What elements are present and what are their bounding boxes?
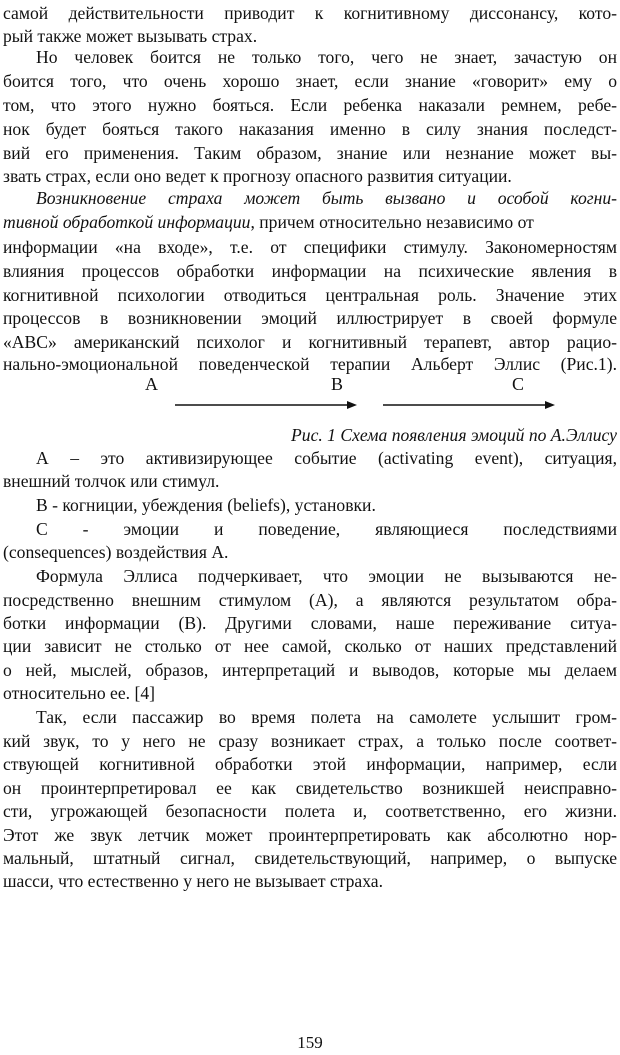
text-line: мальный, штатный сигнал, свидетельствующий, например, о выпуске — [3, 848, 617, 868]
text-line: ботки информации (В). Другими словами, наше переживание ситуа- — [3, 613, 617, 633]
text-line: (consequences) воздействия А. — [3, 542, 229, 562]
text-line: внешний толчок или стимул. — [3, 471, 220, 491]
text-line: процессов в возникновении эмоций иллюстрирует в своей формуле — [3, 308, 617, 328]
text-line: когнитивной психологии отводиться центральная роль. Значение этих — [3, 285, 617, 305]
text-line: влияния процессов обработки информации на психические явления в — [3, 261, 617, 281]
arrow-right-icon — [175, 399, 357, 411]
arrow-right-icon — [383, 399, 555, 411]
text-line: том, что этого нужно бояться. Если ребенка наказали ремнем, ребе- — [3, 95, 617, 115]
text-line: В - когниции, убеждения (beliefs), установки. — [36, 495, 376, 515]
text-line: нально-эмоциональной поведенческой терапии Альберт Эллис (Рис.1). — [3, 354, 617, 374]
text-line: сти, угрожающей безопасности полета и, соответственно, его жизни. — [3, 801, 617, 821]
text-line: посредственно внешним стимулом (А), а являются результатом обра- — [3, 590, 617, 610]
text-line: шасси, что естественно у него не вызывает страха. — [3, 871, 384, 891]
text-line: о ней, мыслей, образов, интерпретаций и выводов, которые мы делаем — [3, 660, 617, 680]
text-line: Но человек боится не только того, чего не знает, зачастую он — [36, 47, 617, 67]
text-span: , причем относительно независимо от — [250, 212, 534, 232]
text-line: С - эмоции и поведение, являющиеся последствиями — [36, 519, 617, 539]
text-line: вий его применения. Таким образом, знание или незнание может вы- — [3, 143, 617, 163]
abc-diagram — [0, 372, 620, 412]
text-line-mixed — [3, 210, 617, 234]
text-line: Так, если пассажир во время полета на самолете услышит гром- — [36, 707, 617, 727]
italic-phrase: тивной обработкой информации — [3, 212, 251, 232]
diagram-label-b: В — [331, 374, 344, 394]
text-line: самой действительности приводит к когнитивному диссонансу, кото- — [3, 3, 617, 23]
text-line: ствующей когнитивной обработки этой информации, например, если — [3, 754, 617, 774]
text-line: «АВС» американский психолог и когнитивный терапевт, автор рацио- — [3, 332, 617, 352]
text-line: кий звук, то у него не сразу возникает страх, а только после соответ- — [3, 731, 617, 751]
text-line: Этот же звук летчик может проинтерпретировать как абсолютно нор- — [3, 825, 617, 845]
text-line: боится того, что очень хорошо знает, если знание «говорит» ему о — [3, 71, 617, 91]
page-number: 159 — [297, 1033, 323, 1052]
text-line: нок будет бояться такого наказания именно в силу знания последст- — [3, 119, 617, 139]
text-line: звать страх, если оно ведет к прогнозу опасного развития ситуации. — [3, 166, 512, 186]
text-line: Формула Эллиса подчеркивает, что эмоции не вызываются не- — [36, 566, 617, 586]
text-line: рый также может вызывать страх. — [3, 26, 258, 46]
text-line: ции зависит не столько от нее самой, сколько от наших представлений — [3, 636, 617, 656]
text-line: информации «на входе», т.е. от специфики стимулу. Закономерностям — [3, 237, 617, 257]
text-line-italic: Возникновение страха может быть вызвано и особой когни- — [36, 188, 617, 208]
figure-caption: Рис. 1 Схема появления эмоций по А.Эллису — [291, 425, 617, 445]
diagram-label-a: А — [145, 374, 158, 394]
text-line: относительно ее. [4] — [3, 683, 155, 703]
diagram-label-c: С — [512, 374, 525, 394]
text-line: он проинтерпретировал ее как свидетельство возникшей неисправно- — [3, 778, 617, 798]
text-line: А – это активизирующее событие (activating event), ситуация, — [36, 448, 617, 468]
